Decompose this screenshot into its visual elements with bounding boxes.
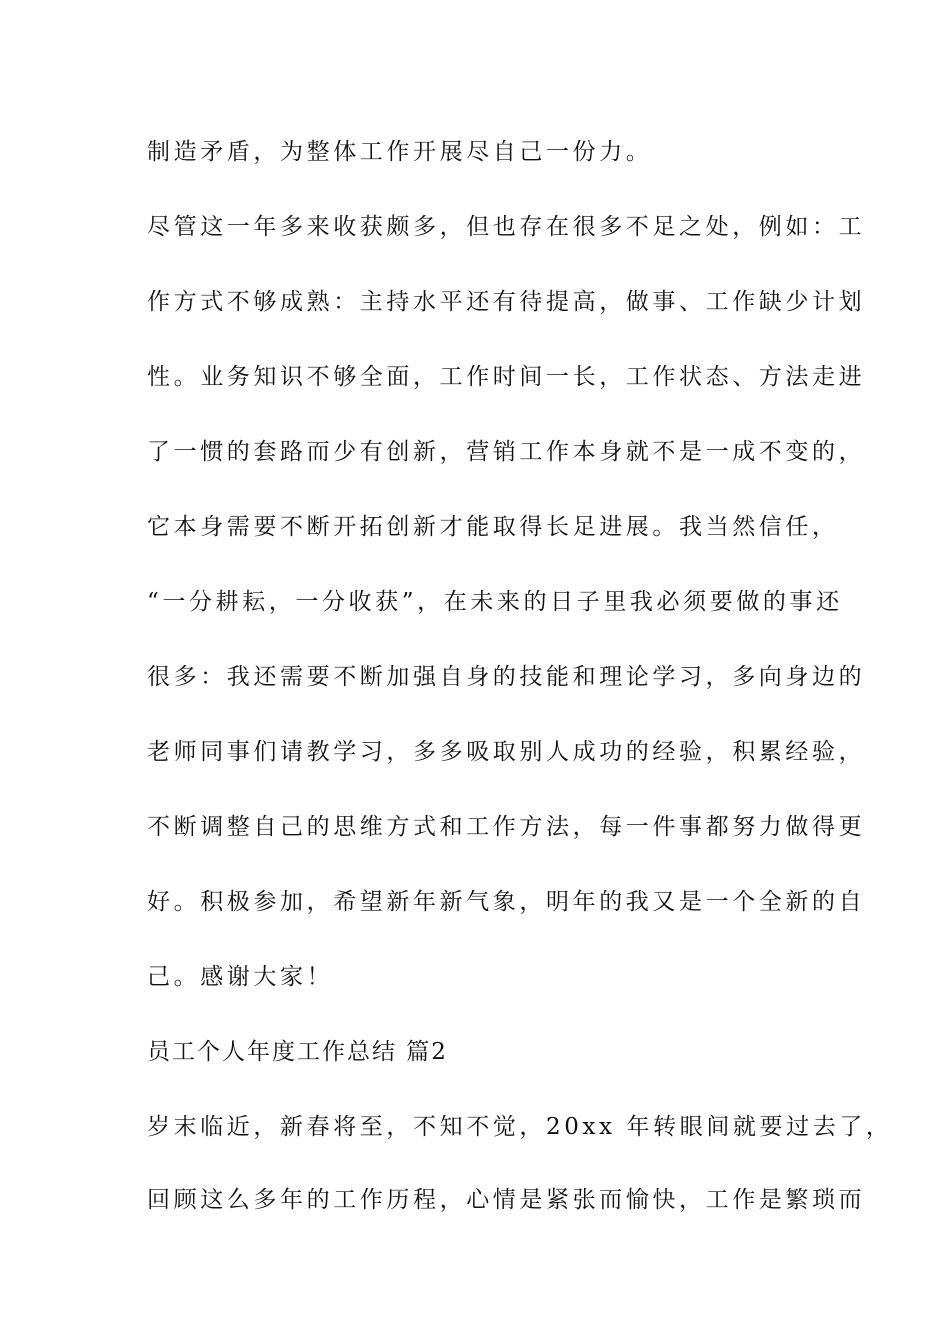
body-line-12: 己。感谢大家！ <box>147 964 334 990</box>
body-line-9: 老师同事们请教学习，多多吸取别人成功的经验，积累经验， <box>147 739 866 765</box>
body-line-4: 性。业务知识不够全面，工作时间一长，工作状态、方法走进 <box>147 364 866 390</box>
body-line-10: 不断调整自己的思维方式和工作方法，每一件事都努力做得更 <box>147 814 866 840</box>
body-line-1: 制造矛盾，为整体工作开展尽自己一份力。 <box>147 139 653 165</box>
section-line-2: 回顾这么多年的工作历程，心情是紧张而愉快，工作是繁琐而 <box>147 1187 866 1213</box>
body-line-11: 好。积极参加，希望新年新气象，明年的我又是一个全新的自 <box>147 889 866 915</box>
body-line-3: 作方式不够成熟：主持水平还有待提高，做事、工作缺少计划 <box>147 289 866 315</box>
body-line-8: 很多：我还需要不断加强自身的技能和理论学习，多向身边的 <box>147 664 866 690</box>
body-line-7: “一分耕耘，一分收获”，在未来的日子里我必须要做的事还 <box>147 589 843 615</box>
section-heading: 员工个人年度工作总结 篇2 <box>147 1039 448 1065</box>
section-line-1: 岁末临近，新春将至，不知不觉，20xx 年转眼间就要过去了， <box>147 1114 893 1140</box>
body-line-5: 了一惯的套路而少有创新，营销工作本身就不是一成不变的， <box>147 439 866 465</box>
body-line-6: 它本身需要不断开拓创新才能取得长足进展。我当然信任， <box>147 514 839 540</box>
body-line-2: 尽管这一年多来收获颇多，但也存在很多不足之处，例如：工 <box>147 214 866 240</box>
